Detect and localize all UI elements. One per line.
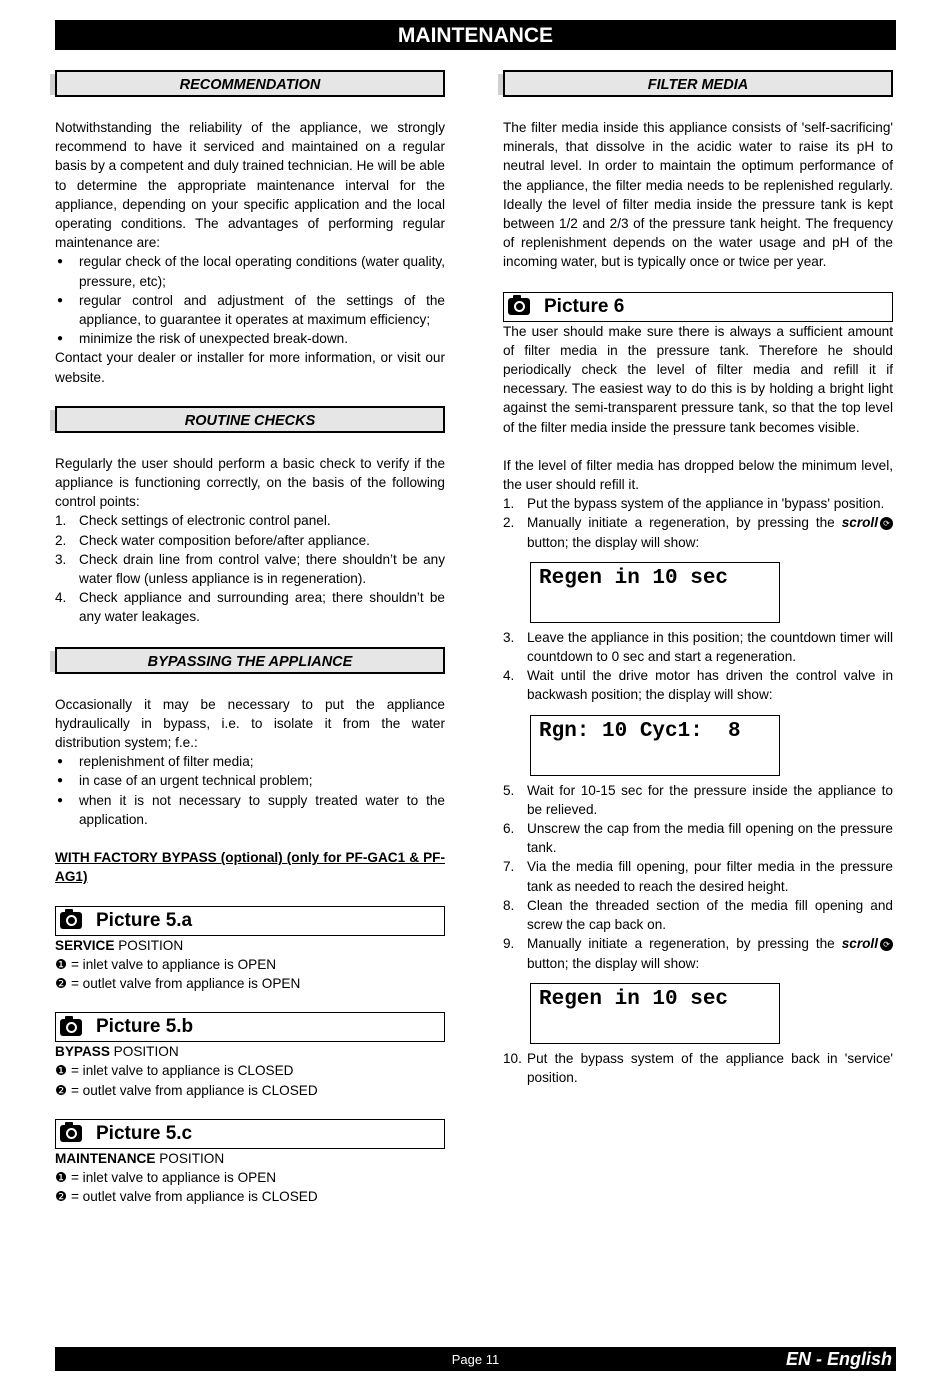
picture-5c-header [55,1119,445,1149]
list-item: 2. Check water composition before/after appliance. [55,532,370,548]
list-item: 4. Wait until the drive motor has driven the control valve in backwash position; the display will show: [503,668,893,703]
list-item: 10. Put the bypass system of the appliance back in 'service' position. [503,1050,893,1085]
refill-steps-3 [503,781,893,973]
recommendation-heading: RECOMMENDATION [55,70,445,97]
camera-icon [60,1019,82,1036]
picture-5a-header [55,906,445,936]
picture-5c-line1: ❶ = inlet valve to appliance is OPEN [55,1169,277,1185]
routine-checks-heading: ROUTINE CHECKS [55,406,445,433]
language-label: EN - English [785,1349,892,1369]
routine-list [55,511,445,626]
filter-p1: The user should make sure there is always a sufficient amount of filter media in the pressure tank. Therefore he should periodically check the level of filter media and refill it if necessary. The easiest way to do this is by holding a bright light against the semi-transparent pressure tank, so that the top level of the filter media inside the pressure tank becomes visible. [503,323,893,435]
recommendation-outro: Contact your dealer or installer for more information, or visit our website. [55,350,445,385]
refill-steps-4 [503,1049,893,1087]
list-item: 1. Check settings of electronic control panel. [55,513,331,529]
list-item: 8. Clean the threaded section of the media fill opening and screw the cap back on. [503,897,893,933]
picture-5a-mode: SERVICE POSITION [55,937,184,953]
filter-media-heading: FILTER MEDIA [503,70,893,97]
list-item: 4. Check appliance and surrounding area; there shouldn’t be any water leakages. [55,590,445,625]
picture-5c-line2: ❷ = outlet valve from appliance is CLOSED [55,1189,318,1205]
list-item: 5. Wait for 10-15 sec for the pressure inside the appliance to be relieved. [503,782,893,817]
left-column [55,70,445,1206]
recommendation-intro: Notwithstanding the reliability of the appliance, we strongly recommend to have it serviced and maintained on a regular basis by a competent and duly trained technician. He will be able to determine the appropriate maintenance interval for the appliance, depending on your specific application and the local operating conditions. The advantages of performing regular maintenance are: [55,120,445,251]
picture-5b-line1: ❶ = inlet valve to appliance is CLOSED [55,1063,294,1079]
list-item: 1. Put the bypass system of the appliance in 'bypass' position. [503,496,885,512]
list-item: ● minimize the risk of unexpected break-down. [55,329,445,348]
bypassing-heading: BYPASSING THE APPLIANCE [55,647,445,674]
bypass-intro: Occasionally it may be necessary to put the appliance hydraulically in bypass, i.e. to isolate it from the water distribution system; f.e.: [55,696,445,751]
list-item: ● regular control and adjustment of the settings of the appliance, to guarantee it operates at maximum efficiency; [55,291,445,329]
picture-5a-line1: ❶ = inlet valve to appliance is OPEN [55,956,277,972]
list-item: 9. Manually initiate a regeneration, by pressing the scroll ⟳ button; the display will show: [503,934,893,972]
list-item: 6. Unscrew the cap from the media fill opening on the pressure tank. [503,821,893,856]
list-item: 7. Via the media fill opening, pour filter media in the pressure tank as needed to reach the desired height. [503,859,893,894]
filter-media-intro: The filter media inside this appliance consists of 'self-sacrificing' minerals, that dissolve in the acidic water to raise its pH to neutral level. In order to maintain the optimum performance of the appliance, the filter media needs to be replenished regularly. Ideally the level of filter media inside the pressure tank is kept between 1/2 and 2/3 of the pressure tank height. The frequency of replenishment depends on the water usage and pH of the incoming water, but is typically once or twice per year. [503,120,893,270]
scroll-icon: ⟳ [880,938,893,951]
display-regen-2: Regen in 10 sec [530,983,780,1044]
picture-label: Picture 5.b [96,1016,194,1038]
picture-label: Picture 6 [544,295,625,317]
picture-label: Picture 5.c [96,1122,193,1144]
factory-bypass-title: WITH FACTORY BYPASS (optional) (only for PF-GAC1 & PF-AG1) [55,850,445,885]
page-title: MAINTENANCE [55,20,896,50]
picture-5b-header [55,1012,445,1042]
camera-icon [60,912,82,929]
recommendation-bullets [55,252,445,348]
display-backwash: Rgn: 10 Cyc1: 8 [530,715,780,776]
camera-icon [508,298,530,315]
picture-5b-line2: ❷ = outlet valve from appliance is CLOSED [55,1082,318,1098]
list-item: ● in case of an urgent technical problem; [55,771,445,790]
picture-6-header [503,292,893,322]
bypass-bullets [55,752,445,829]
list-item: 2. Manually initiate a regeneration, by pressing the scroll ⟳ button; the display will show: [503,513,893,551]
refill-steps-2 [503,628,893,705]
picture-label: Picture 5.a [96,909,193,931]
display-regen: Regen in 10 sec [530,562,780,623]
right-column [503,70,893,1087]
footer [55,1347,896,1371]
picture-5a-line2: ❷ = outlet valve from appliance is OPEN [55,975,301,991]
list-item: 3. Check drain line from control valve; there shouldn’t be any water flow (unless appliance is in regeneration). [55,551,445,587]
scroll-icon: ⟳ [880,517,893,530]
refill-steps [503,494,893,552]
list-item: ● regular check of the local operating conditions (water quality, pressure, etc); [55,252,445,290]
list-item: ● replenishment of filter media; [55,752,445,771]
list-item: 3. Leave the appliance in this position; the countdown timer will countdown to 0 sec and start a regeneration. [503,629,893,665]
routine-intro: Regularly the user should perform a basic check to verify if the appliance is functioning correctly, on the basis of the following control points: [55,455,445,510]
camera-icon [60,1125,82,1142]
filter-p2: If the level of filter media has dropped below the minimum level, the user should refill it. [503,457,893,493]
picture-5c-mode: MAINTENANCE POSITION [55,1150,225,1166]
page-number: Page 11 [451,1352,500,1367]
picture-5b-mode: BYPASS POSITION [55,1044,179,1060]
list-item: ● when it is not necessary to supply treated water to the application. [55,791,445,829]
